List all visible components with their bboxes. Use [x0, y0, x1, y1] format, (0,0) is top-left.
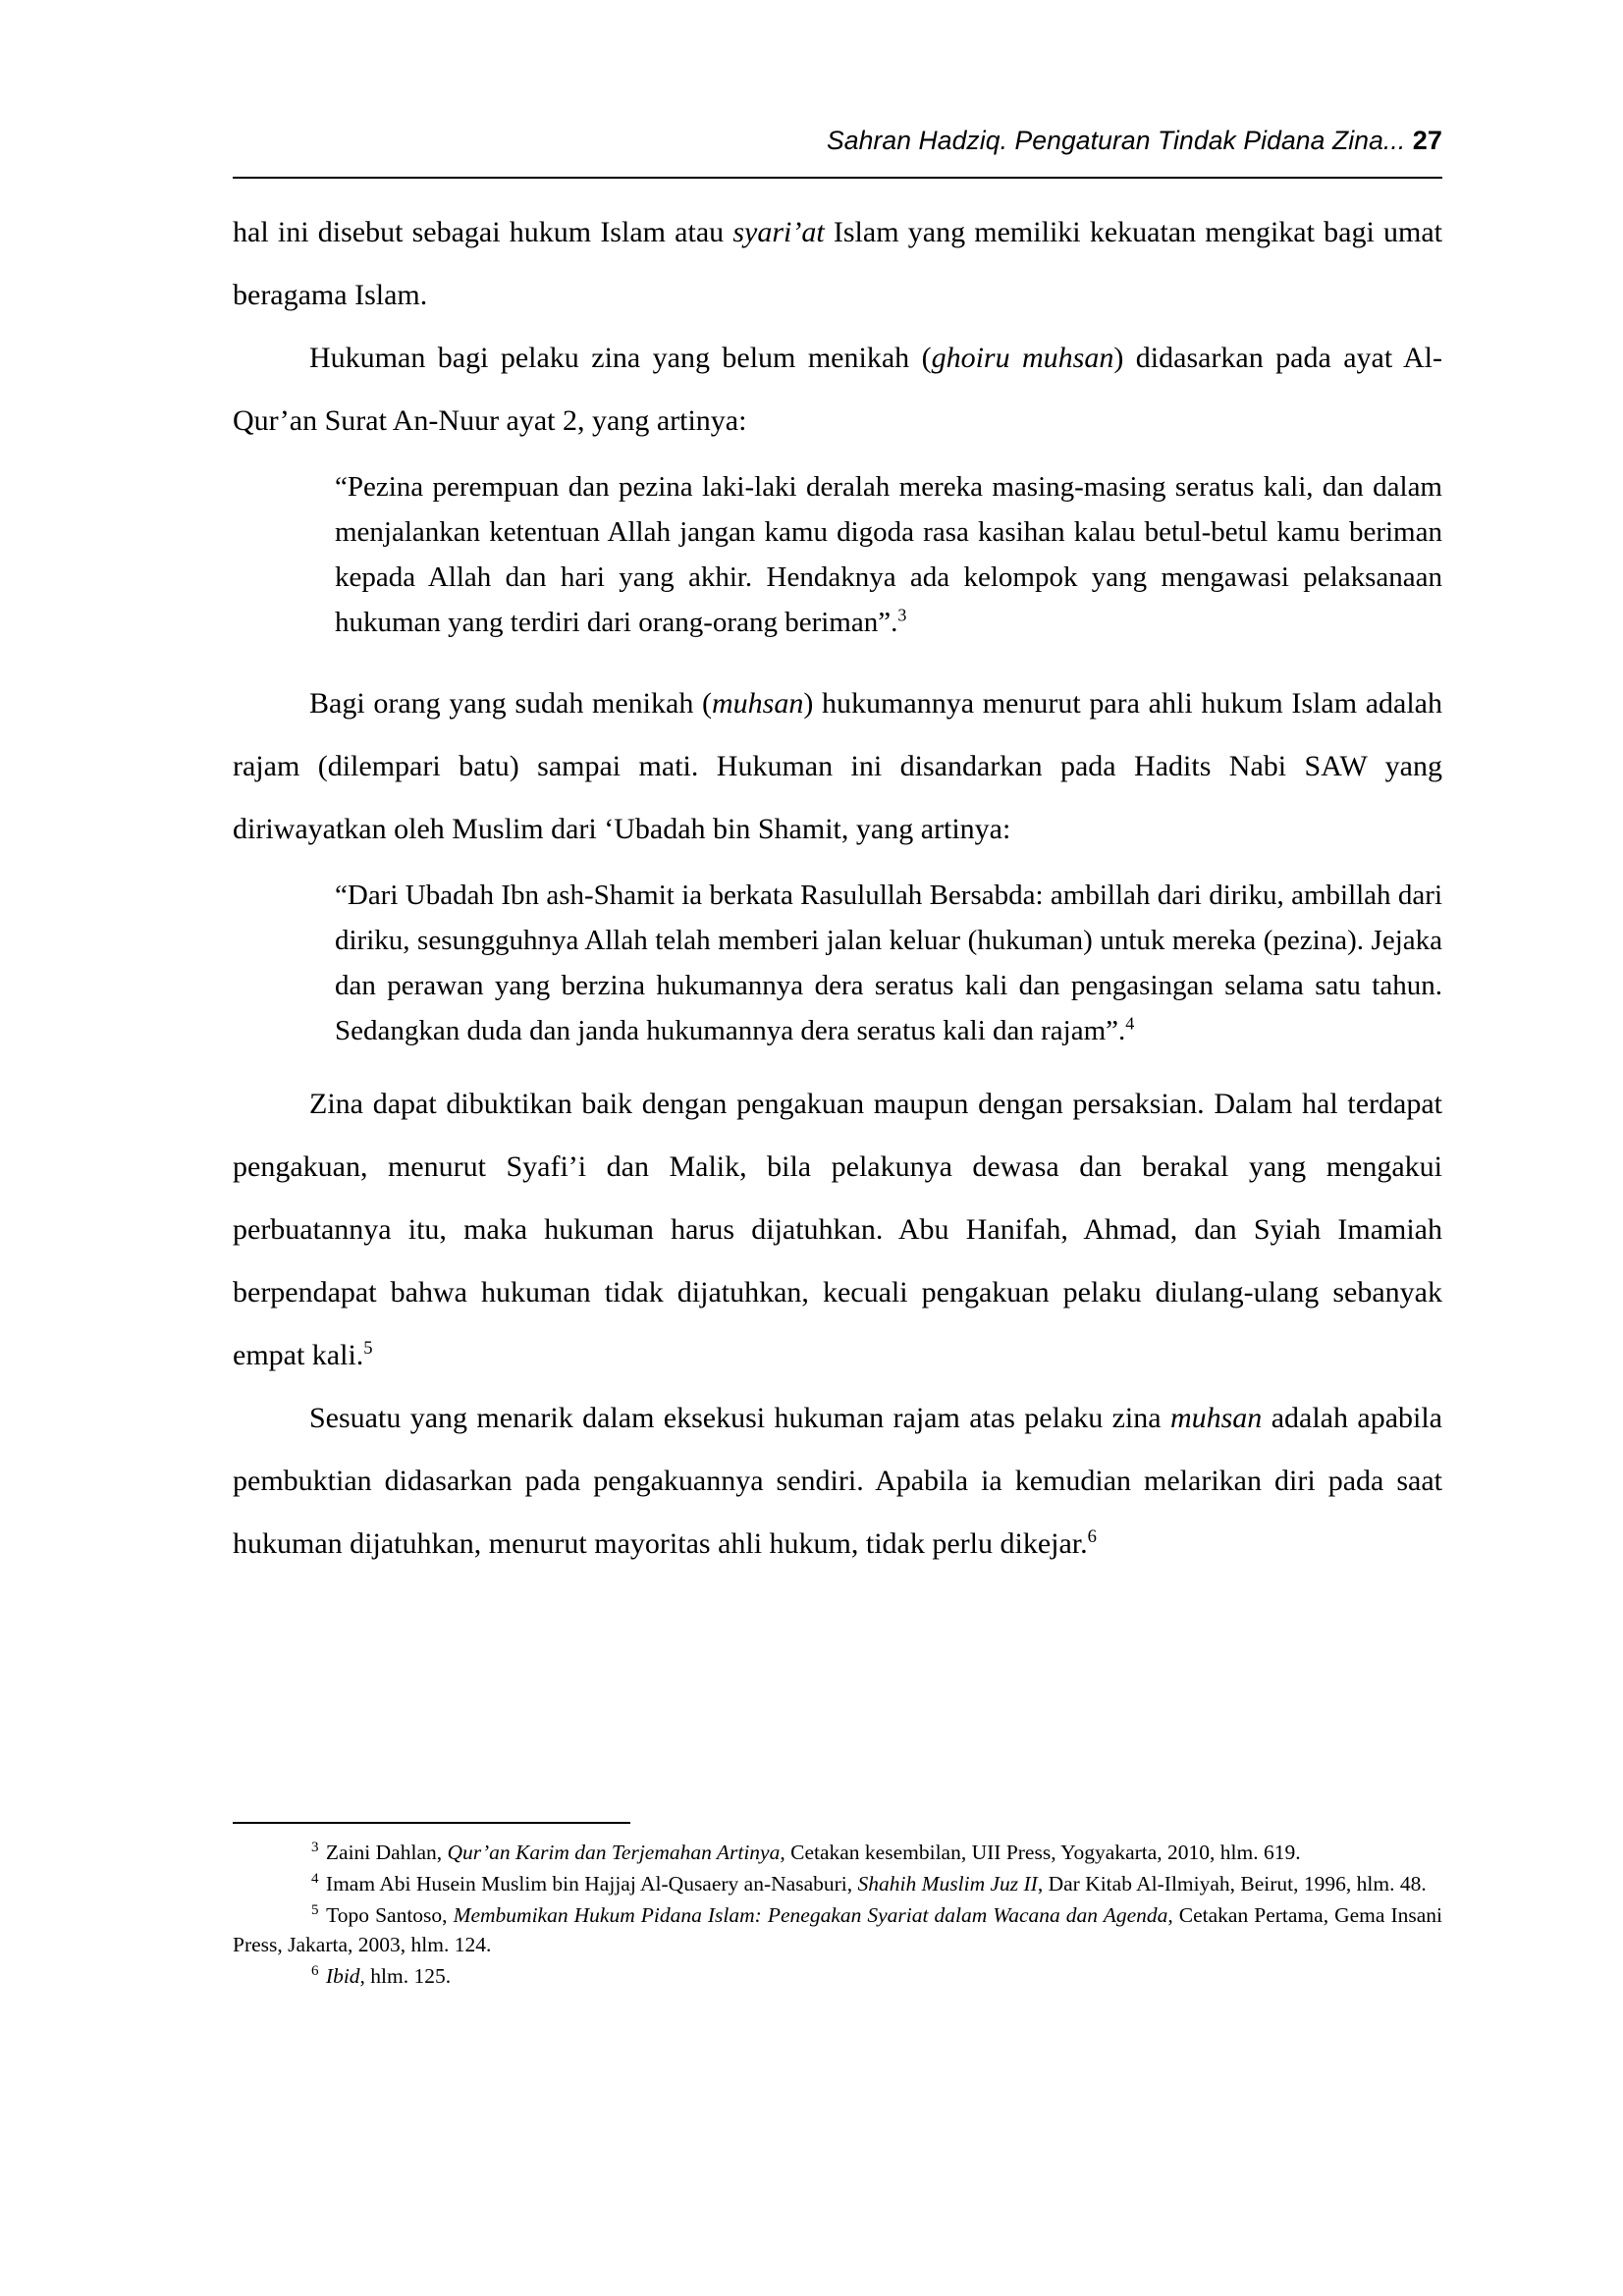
paragraph-ghoiru-muhsan: [233, 327, 1442, 453]
footnote-marker: 5: [311, 1901, 319, 1918]
footnote-ref-5[interactable]: 5: [363, 1338, 373, 1359]
paragraph-muhsan-rajam: [233, 672, 1442, 861]
header-divider-rule: [233, 177, 1442, 179]
footnote-marker: 4: [311, 1870, 319, 1887]
footnote-title-italic: Ibid: [325, 1964, 360, 1988]
footnote-item: [233, 1869, 1442, 1898]
paragraph-eksekusi-rajam: [233, 1387, 1442, 1575]
footnote-title-italic: Membumikan Hukum Pidana Islam: Penegakan Syariat dalam Wacana dan Agenda: [453, 1903, 1168, 1927]
para5-text-b: adalah apabila pembuktian didasarkan pada pengakuannya sendiri. Apabila ia kemudian melarikan diri pada saat hukuman dijatuhkan, menurut mayoritas ahli hukum, tidak perlu dikejar.: [233, 1402, 1442, 1560]
footnote-marker: 6: [311, 1962, 319, 1979]
para4-text: Zina dapat dibuktikan baik dengan pengakuan maupun dengan persaksian. Dalam hal terdapat pengakuan, menurut Syafi’i dan Malik, bila pelakunya dewasa dan berakal yang mengakui perbuatannya itu, maka hukuman harus dijatuhkan. Abu Hanifah, Ahmad, dan Syiah Imamiah berpendapat bahwa hukuman tidak dijatuhkan, kecuali pengakuan pelaku diulang-ulang sebanyak empat kali.: [233, 1088, 1442, 1371]
footnote-text-post: , Dar Kitab Al-Ilmiyah, Beirut, 1996, hlm. 48.: [1037, 1872, 1427, 1896]
para3-text-a: Bagi orang yang sudah menikah (: [309, 687, 713, 720]
para1-text-a: hal ini disebut sebagai hukum Islam atau: [233, 216, 733, 248]
footnote-title-italic: Shahih Muslim Juz II: [857, 1872, 1038, 1896]
footnote-text-post: , hlm. 125.: [359, 1964, 452, 1988]
paragraph-continuation: [233, 201, 1442, 327]
page-number: 27: [1412, 126, 1442, 155]
blockquote-hadits-ubadah: [233, 873, 1442, 1053]
para2-text-b: ) didasarkan pada ayat Al-Qur’an Surat An-Nuur ayat 2, yang artinya:: [233, 342, 1442, 437]
footnote-title-italic: Qur’an Karim dan Terjemahan Artinya: [447, 1841, 781, 1864]
footnotes-section: [233, 1822, 1442, 1993]
para2-text-a: Hukuman bagi pelaku zina yang belum menikah (: [309, 342, 932, 374]
para1-text-b: Islam yang memiliki kekuatan mengikat bagi umat beragama Islam.: [233, 216, 1443, 311]
para5-term-muhsan: muhsan: [1169, 1402, 1263, 1434]
blockquote-an-nuur: [233, 464, 1442, 645]
footnote-ref-6[interactable]: 6: [1087, 1526, 1097, 1547]
page-body: [233, 201, 1442, 1575]
para3-text-b: ) hukumannya menurut para ahli hukum Islam adalah rajam (dilempari batu) sampai mati. Hukuman ini disandarkan pada Hadits Nabi SAW yang diriwayatkan oleh Muslim dari ‘Ubadah bin Shamit, yang artinya:: [233, 687, 1442, 845]
footnote-text-pre: Topo Santoso,: [320, 1903, 454, 1927]
footnote-ref-3[interactable]: 3: [897, 605, 907, 625]
footnote-item: [233, 1838, 1442, 1867]
running-header: [233, 126, 1442, 156]
para1-term-syariat: syari’at: [732, 216, 825, 248]
quote2-text: “Dari Ubadah Ibn ash-Shamit ia berkata Rasulullah Bersabda: ambillah dari diriku, ambillah dari diriku, sesungguhnya Allah telah memberi jalan keluar (hukuman) untuk mereka (pezina). Jejaka dan perawan yang berzina hukumannya dera seratus kali dan pengasingan selama satu tahun. Sedangkan duda dan janda hukumannya dera seratus kali dan rajam”.: [335, 880, 1442, 1046]
para3-term-muhsan: muhsan: [712, 687, 804, 720]
footnote-text-post: , Cetakan Pertama, Gema Insani Press, Jakarta, 2003, hlm. 124.: [233, 1903, 1442, 1956]
quote1-text: “Pezina perempuan dan pezina laki-laki deralah mereka masing-masing seratus kali, dan dalam menjalankan ketentuan Allah jangan kamu digoda rasa kasihan kalau betul-betul kamu beriman kepada Allah dan hari yang akhir. Hendaknya ada kelompok yang mengawasi pelaksanaan hukuman yang terdiri dari orang-orang beriman”.: [335, 471, 1442, 638]
footnote-text-post: , Cetakan kesembilan, UII Press, Yogyakarta, 2010, hlm. 619.: [780, 1841, 1301, 1864]
footnote-separator-rule: [233, 1822, 630, 1824]
footnote-item: [233, 1900, 1442, 1959]
para2-term-ghoiru-muhsan: ghoiru muhsan: [931, 342, 1114, 374]
footnote-marker: 3: [311, 1839, 319, 1855]
paragraph-pembuktian: [233, 1073, 1442, 1387]
footnote-text-pre: Zaini Dahlan,: [320, 1841, 448, 1864]
footnote-ref-4[interactable]: 4: [1125, 1013, 1135, 1034]
spacer: [233, 659, 1442, 672]
footnote-text-pre: Imam Abi Husein Muslim bin Hajjaj Al-Qusaery an-Nasaburi,: [320, 1872, 858, 1896]
para5-text-a: Sesuatu yang menarik dalam eksekusi hukuman rajam atas pelaku zina: [309, 1402, 1170, 1434]
running-header-title: Sahran Hadziq. Pengaturan Tindak Pidana Zina...: [826, 126, 1406, 155]
footnote-item: [233, 1961, 1442, 1991]
